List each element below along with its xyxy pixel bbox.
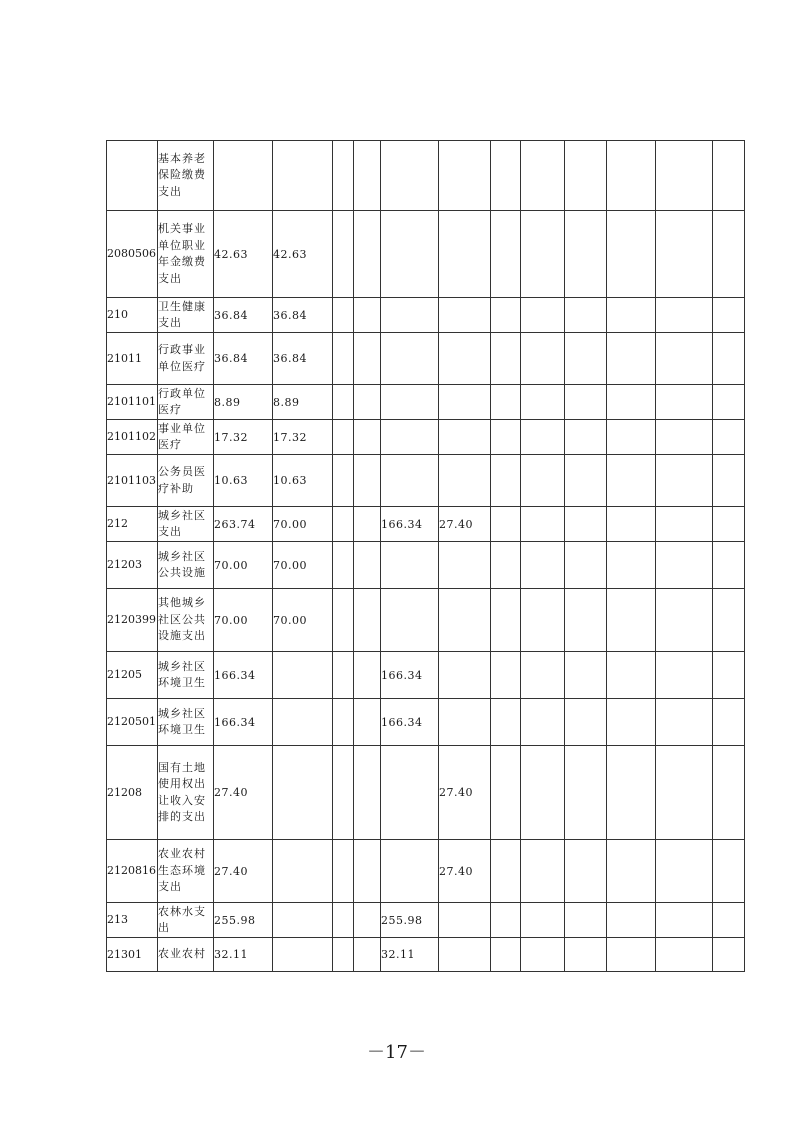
cell-empty [521, 542, 565, 589]
cell-other-expenditure [439, 542, 491, 589]
cell-empty [354, 699, 381, 746]
cell-basic-expenditure [273, 141, 333, 211]
cell-item-name: 机关事业单位职业年金缴费支出 [158, 211, 214, 298]
table-row [107, 211, 745, 298]
cell-empty [565, 298, 607, 333]
cell-item-name: 行政单位医疗 [158, 385, 214, 420]
cell-other-expenditure [439, 298, 491, 333]
cell-empty [656, 542, 713, 589]
cell-empty [521, 298, 565, 333]
cell-empty [333, 455, 354, 507]
cell-empty [713, 141, 745, 211]
cell-empty [713, 333, 745, 385]
cell-total: 70.00 [214, 542, 273, 589]
cell-basic-expenditure: 70.00 [273, 507, 333, 542]
cell-empty [521, 455, 565, 507]
cell-empty [565, 840, 607, 903]
cell-empty [521, 141, 565, 211]
cell-total: 166.34 [214, 699, 273, 746]
cell-basic-expenditure: 70.00 [273, 589, 333, 652]
cell-empty [521, 211, 565, 298]
cell-empty [607, 420, 656, 455]
cell-empty [656, 455, 713, 507]
cell-empty [607, 542, 656, 589]
cell-empty [491, 652, 521, 699]
cell-empty [713, 903, 745, 938]
cell-other-expenditure [439, 385, 491, 420]
cell-item-name: 城乡社区支出 [158, 507, 214, 542]
cell-empty [354, 840, 381, 903]
cell-other-expenditure [439, 903, 491, 938]
cell-empty [521, 699, 565, 746]
cell-basic-expenditure: 8.89 [273, 385, 333, 420]
cell-empty [565, 652, 607, 699]
cell-code [107, 141, 158, 211]
cell-empty [565, 938, 607, 972]
cell-total: 255.98 [214, 903, 273, 938]
table-row [107, 746, 745, 840]
cell-empty [354, 542, 381, 589]
cell-total: 42.63 [214, 211, 273, 298]
cell-empty [491, 938, 521, 972]
cell-total: 36.84 [214, 333, 273, 385]
cell-empty [565, 589, 607, 652]
table-row [107, 542, 745, 589]
cell-item-name: 卫生健康支出 [158, 298, 214, 333]
cell-empty [713, 455, 745, 507]
cell-empty [354, 652, 381, 699]
cell-code: 21301 [107, 938, 158, 972]
cell-item-name: 城乡社区环境卫生 [158, 699, 214, 746]
cell-empty [713, 938, 745, 972]
cell-empty [354, 455, 381, 507]
table-row [107, 840, 745, 903]
cell-code: 212 [107, 507, 158, 542]
cell-empty [713, 542, 745, 589]
cell-code: 2120501 [107, 699, 158, 746]
cell-empty [333, 211, 354, 298]
table-row [107, 385, 745, 420]
cell-empty [565, 385, 607, 420]
cell-code: 2120816 [107, 840, 158, 903]
cell-empty [491, 385, 521, 420]
table-row [107, 141, 745, 211]
cell-empty [354, 333, 381, 385]
cell-empty [521, 938, 565, 972]
cell-empty [607, 903, 656, 938]
cell-basic-expenditure: 36.84 [273, 298, 333, 333]
cell-other-expenditure [439, 652, 491, 699]
cell-empty [565, 542, 607, 589]
cell-empty [354, 141, 381, 211]
cell-empty [656, 141, 713, 211]
cell-other-expenditure [439, 589, 491, 652]
cell-item-name: 公务员医疗补助 [158, 455, 214, 507]
cell-project-expenditure [381, 589, 439, 652]
cell-code: 2101102 [107, 420, 158, 455]
cell-empty [521, 333, 565, 385]
cell-total: 27.40 [214, 840, 273, 903]
cell-project-expenditure [381, 333, 439, 385]
cell-project-expenditure [381, 542, 439, 589]
cell-empty [713, 652, 745, 699]
cell-empty [565, 746, 607, 840]
cell-empty [713, 699, 745, 746]
cell-empty [713, 211, 745, 298]
cell-project-expenditure: 166.34 [381, 507, 439, 542]
cell-empty [521, 385, 565, 420]
table-row [107, 589, 745, 652]
cell-empty [607, 507, 656, 542]
cell-total: 263.74 [214, 507, 273, 542]
table-row [107, 507, 745, 542]
cell-empty [333, 333, 354, 385]
cell-total: 8.89 [214, 385, 273, 420]
cell-empty [656, 333, 713, 385]
cell-empty [607, 589, 656, 652]
cell-item-name: 行政事业单位医疗 [158, 333, 214, 385]
table-row [107, 298, 745, 333]
cell-empty [656, 746, 713, 840]
cell-empty [565, 903, 607, 938]
cell-code: 21208 [107, 746, 158, 840]
cell-item-name: 农业农村生态环境支出 [158, 840, 214, 903]
cell-total: 27.40 [214, 746, 273, 840]
cell-empty [713, 507, 745, 542]
cell-empty [565, 333, 607, 385]
cell-empty [333, 903, 354, 938]
cell-project-expenditure [381, 420, 439, 455]
cell-empty [333, 542, 354, 589]
cell-other-expenditure [439, 455, 491, 507]
cell-empty [521, 903, 565, 938]
cell-empty [333, 652, 354, 699]
cell-empty [607, 938, 656, 972]
cell-empty [713, 589, 745, 652]
cell-other-expenditure [439, 211, 491, 298]
cell-empty [565, 699, 607, 746]
cell-basic-expenditure: 36.84 [273, 333, 333, 385]
cell-empty [607, 455, 656, 507]
cell-empty [333, 298, 354, 333]
cell-empty [607, 652, 656, 699]
cell-project-expenditure [381, 746, 439, 840]
cell-total: 166.34 [214, 652, 273, 699]
table-row [107, 455, 745, 507]
cell-empty [521, 840, 565, 903]
cell-empty [521, 746, 565, 840]
cell-total: 32.11 [214, 938, 273, 972]
cell-empty [713, 840, 745, 903]
table-row [107, 699, 745, 746]
cell-empty [565, 141, 607, 211]
cell-empty [354, 420, 381, 455]
cell-project-expenditure [381, 455, 439, 507]
cell-other-expenditure [439, 141, 491, 211]
cell-empty [333, 840, 354, 903]
table-row [107, 333, 745, 385]
cell-other-expenditure [439, 938, 491, 972]
cell-item-name: 农林水支出 [158, 903, 214, 938]
cell-total [214, 141, 273, 211]
cell-empty [607, 840, 656, 903]
cell-code: 2080506 [107, 211, 158, 298]
cell-project-expenditure [381, 385, 439, 420]
cell-project-expenditure: 255.98 [381, 903, 439, 938]
cell-empty [333, 420, 354, 455]
cell-empty [656, 938, 713, 972]
cell-empty [491, 455, 521, 507]
cell-empty [565, 507, 607, 542]
cell-empty [491, 542, 521, 589]
cell-project-expenditure: 32.11 [381, 938, 439, 972]
cell-other-expenditure: 27.40 [439, 840, 491, 903]
page-number: －17－ [367, 1042, 426, 1063]
cell-empty [521, 652, 565, 699]
cell-empty [607, 211, 656, 298]
cell-code: 21203 [107, 542, 158, 589]
cell-empty [656, 507, 713, 542]
cell-empty [491, 507, 521, 542]
cell-empty [354, 589, 381, 652]
cell-empty [713, 420, 745, 455]
cell-other-expenditure [439, 420, 491, 455]
cell-project-expenditure [381, 141, 439, 211]
cell-empty [656, 589, 713, 652]
cell-empty [333, 385, 354, 420]
cell-empty [333, 141, 354, 211]
cell-empty [491, 589, 521, 652]
cell-empty [656, 840, 713, 903]
cell-empty [354, 211, 381, 298]
cell-empty [713, 746, 745, 840]
cell-empty [656, 420, 713, 455]
cell-empty [607, 333, 656, 385]
cell-empty [607, 298, 656, 333]
cell-item-name: 城乡社区公共设施 [158, 542, 214, 589]
cell-code: 213 [107, 903, 158, 938]
cell-empty [491, 298, 521, 333]
cell-code: 21205 [107, 652, 158, 699]
cell-empty [333, 589, 354, 652]
cell-empty [607, 385, 656, 420]
cell-code: 2120399 [107, 589, 158, 652]
cell-empty [713, 298, 745, 333]
cell-basic-expenditure [273, 746, 333, 840]
budget-table [106, 140, 745, 972]
cell-empty [607, 141, 656, 211]
table-row [107, 938, 745, 972]
table-row [107, 903, 745, 938]
cell-empty [354, 938, 381, 972]
cell-empty [656, 903, 713, 938]
cell-project-expenditure: 166.34 [381, 652, 439, 699]
cell-basic-expenditure: 70.00 [273, 542, 333, 589]
cell-empty [491, 211, 521, 298]
cell-item-name: 基本养老保险缴费支出 [158, 141, 214, 211]
cell-project-expenditure [381, 298, 439, 333]
cell-basic-expenditure [273, 840, 333, 903]
cell-empty [333, 507, 354, 542]
cell-total: 36.84 [214, 298, 273, 333]
cell-empty [656, 699, 713, 746]
cell-item-name: 城乡社区环境卫生 [158, 652, 214, 699]
cell-code: 2101101 [107, 385, 158, 420]
cell-code: 21011 [107, 333, 158, 385]
cell-item-name: 国有土地使用权出让收入安排的支出 [158, 746, 214, 840]
cell-basic-expenditure [273, 903, 333, 938]
cell-basic-expenditure [273, 652, 333, 699]
cell-code: 2101103 [107, 455, 158, 507]
cell-empty [607, 699, 656, 746]
cell-item-name: 事业单位医疗 [158, 420, 214, 455]
cell-empty [565, 420, 607, 455]
cell-empty [656, 211, 713, 298]
cell-empty [333, 746, 354, 840]
cell-empty [354, 507, 381, 542]
cell-basic-expenditure [273, 699, 333, 746]
cell-total: 10.63 [214, 455, 273, 507]
cell-empty [491, 746, 521, 840]
cell-empty [354, 903, 381, 938]
cell-other-expenditure: 27.40 [439, 507, 491, 542]
cell-total: 70.00 [214, 589, 273, 652]
cell-project-expenditure [381, 211, 439, 298]
table-row [107, 652, 745, 699]
cell-basic-expenditure [273, 938, 333, 972]
cell-project-expenditure [381, 840, 439, 903]
cell-empty [565, 211, 607, 298]
cell-empty [565, 455, 607, 507]
cell-empty [491, 903, 521, 938]
cell-empty [521, 420, 565, 455]
cell-basic-expenditure: 42.63 [273, 211, 333, 298]
cell-empty [354, 746, 381, 840]
cell-empty [354, 385, 381, 420]
cell-empty [656, 652, 713, 699]
cell-empty [491, 141, 521, 211]
cell-empty [491, 840, 521, 903]
cell-empty [491, 420, 521, 455]
cell-total: 17.32 [214, 420, 273, 455]
cell-empty [607, 746, 656, 840]
cell-empty [656, 385, 713, 420]
cell-empty [656, 298, 713, 333]
cell-empty [333, 938, 354, 972]
cell-other-expenditure [439, 333, 491, 385]
cell-empty [333, 699, 354, 746]
cell-code: 210 [107, 298, 158, 333]
cell-other-expenditure: 27.40 [439, 746, 491, 840]
cell-item-name: 其他城乡社区公共设施支出 [158, 589, 214, 652]
cell-empty [491, 699, 521, 746]
cell-empty [521, 589, 565, 652]
cell-empty [354, 298, 381, 333]
table-row [107, 420, 745, 455]
cell-basic-expenditure: 10.63 [273, 455, 333, 507]
cell-project-expenditure: 166.34 [381, 699, 439, 746]
cell-basic-expenditure: 17.32 [273, 420, 333, 455]
cell-empty [713, 385, 745, 420]
cell-item-name: 农业农村 [158, 938, 214, 972]
cell-empty [521, 507, 565, 542]
cell-empty [491, 333, 521, 385]
cell-other-expenditure [439, 699, 491, 746]
